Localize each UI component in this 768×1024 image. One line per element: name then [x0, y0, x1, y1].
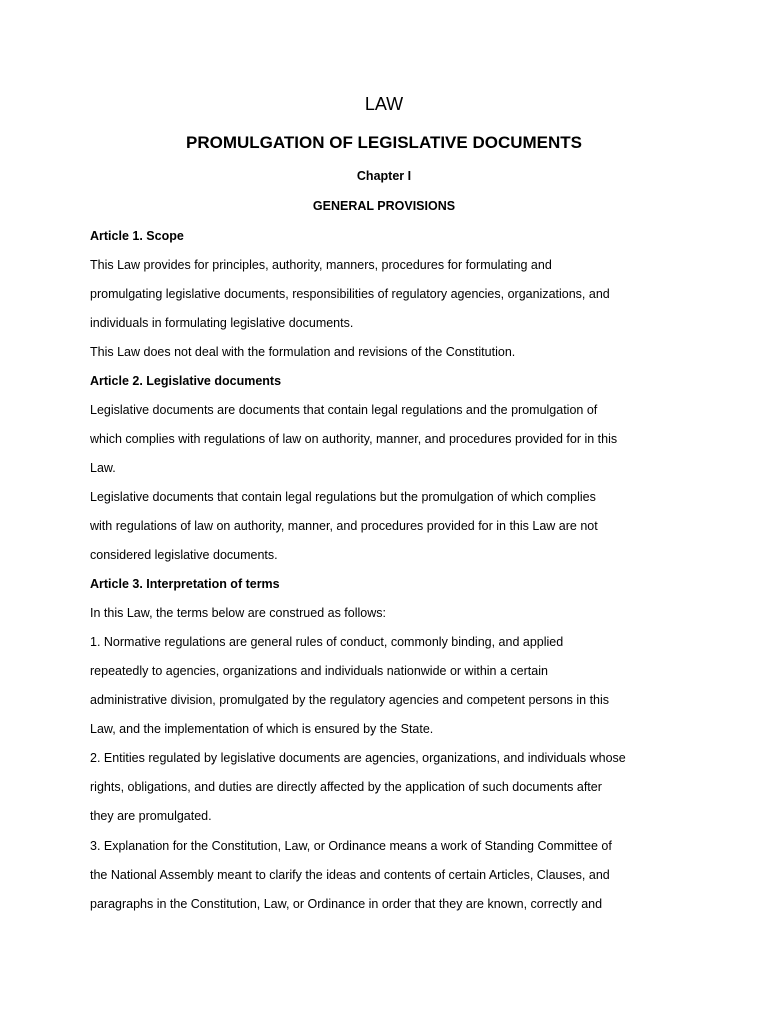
article-2-heading: Article 2. Legislative documents: [90, 374, 282, 388]
document-type-title: LAW: [364, 94, 404, 114]
law-title: PROMULGATION OF LEGISLATIVE DOCUMENTS: [185, 133, 583, 152]
chapter-heading: Chapter I: [356, 169, 412, 183]
article-3-heading: Article 3. Interpretation of terms: [90, 577, 280, 591]
article-3-line: 2. Entities regulated by legislative documents are agencies, organizations, and individuals whose: [90, 751, 626, 765]
article-3-line: In this Law, the terms below are construed as follows:: [90, 606, 386, 620]
article-3-line: repeatedly to agencies, organizations and individuals nationwide or within a certain: [90, 664, 548, 678]
article-1-line: This Law does not deal with the formulation and revisions of the Constitution.: [90, 345, 516, 359]
section-heading: GENERAL PROVISIONS: [312, 199, 456, 213]
article-3-line: the National Assembly meant to clarify the ideas and contents of certain Articles, Clauses, and: [90, 868, 610, 882]
article-2-line: which complies with regulations of law on authority, manner, and procedures provided for in this: [90, 432, 618, 446]
article-1-line: promulgating legislative documents, responsibilities of regulatory agencies, organizations, and: [90, 287, 610, 301]
article-3-line: paragraphs in the Constitution, Law, or Ordinance in order that they are known, correctly and: [90, 897, 603, 911]
article-3-line: Law, and the implementation of which is ensured by the State.: [90, 722, 434, 736]
article-1-heading: Article 1. Scope: [90, 229, 184, 243]
article-2-line: Law.: [90, 461, 116, 475]
article-3-line: rights, obligations, and duties are directly affected by the application of such documents after: [90, 780, 602, 794]
article-2-line: Legislative documents are documents that contain legal regulations and the promulgation of: [90, 403, 598, 417]
article-1-line: individuals in formulating legislative documents.: [90, 316, 354, 330]
article-3-line: 3. Explanation for the Constitution, Law, or Ordinance means a work of Standing Committee of: [90, 839, 612, 853]
article-2-line: with regulations of law on authority, manner, and procedures provided for in this Law are not: [90, 519, 598, 533]
article-2-line: considered legislative documents.: [90, 548, 278, 562]
article-1-line: This Law provides for principles, authority, manners, procedures for formulating and: [90, 258, 552, 272]
article-2-line: Legislative documents that contain legal regulations but the promulgation of which complies: [90, 490, 596, 504]
article-3-line: administrative division, promulgated by the regulatory agencies and competent persons in this: [90, 693, 610, 707]
article-3-line: they are promulgated.: [90, 809, 212, 823]
article-3-line: 1. Normative regulations are general rules of conduct, commonly binding, and applied: [90, 635, 564, 649]
